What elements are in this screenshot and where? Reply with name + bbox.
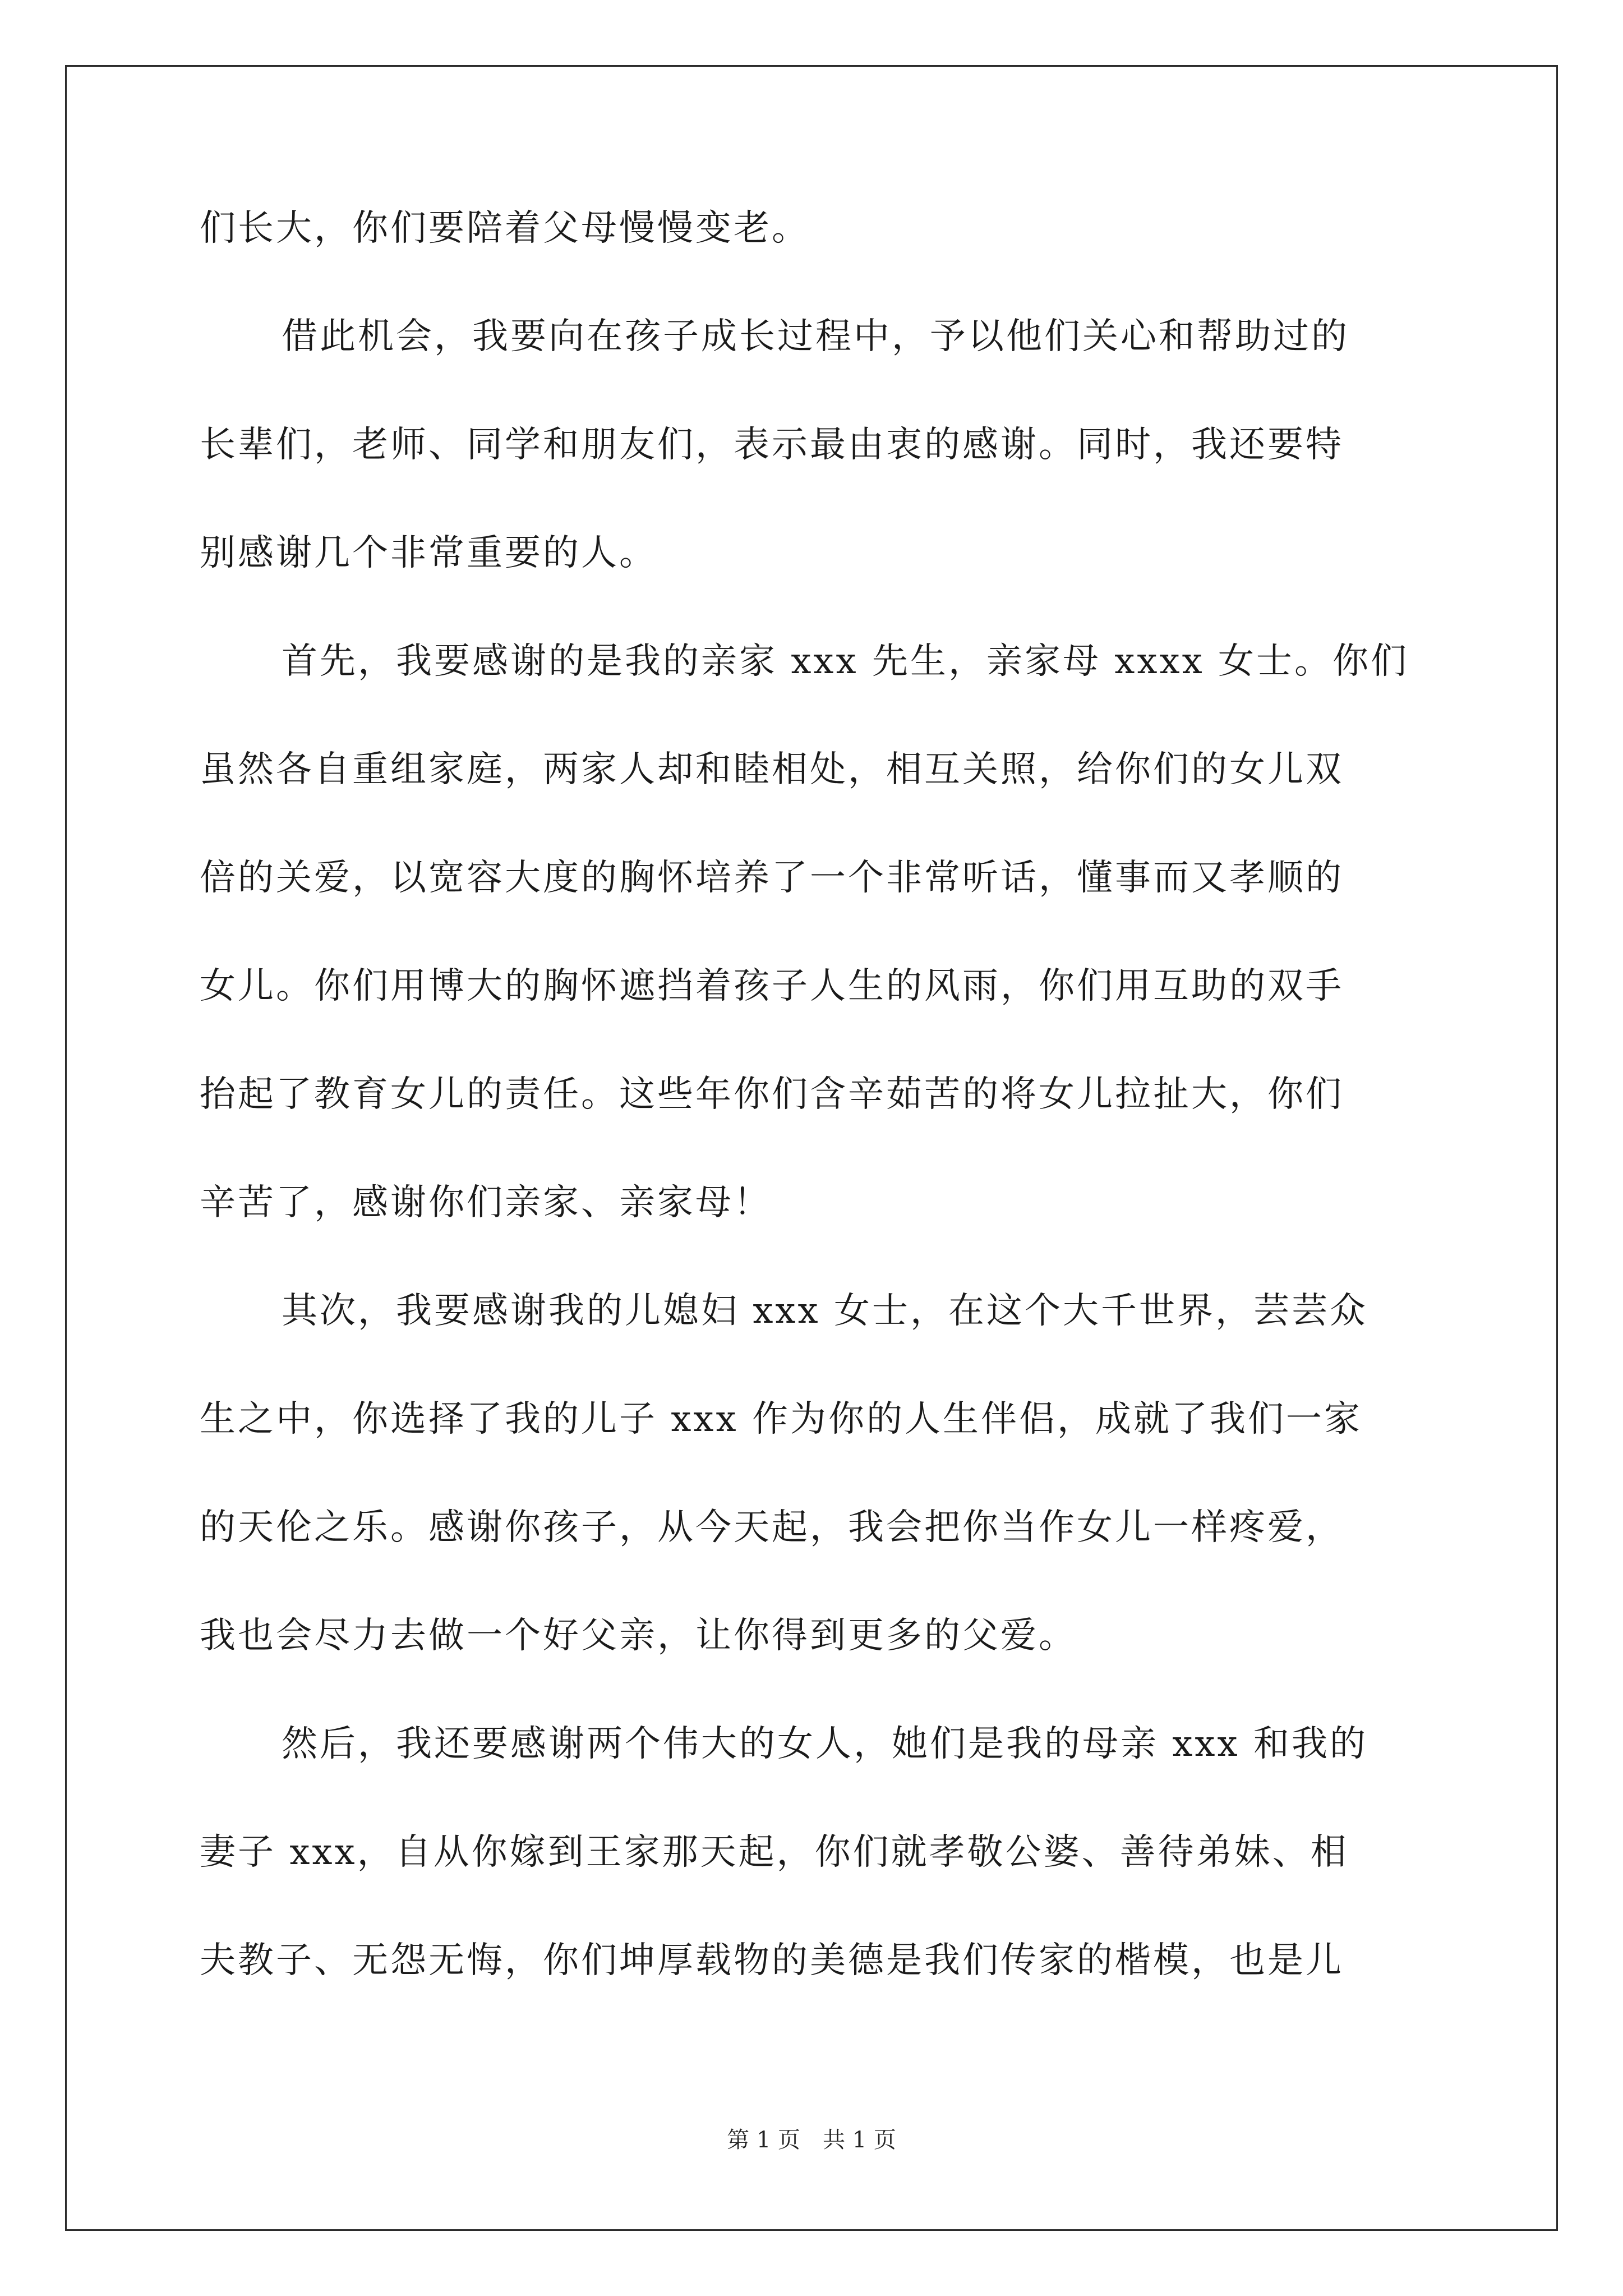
- text-line: 抬起了教育女儿的责任。这些年你们含辛茹苦的将女儿拉扯大，你们: [200, 1074, 1344, 1115]
- text-line: 长辈们，老师、同学和朋友们，表示最由衷的感谢。同时，我还要特: [200, 424, 1344, 466]
- text-line: 们长大，你们要陪着父母慢慢变老。: [200, 208, 810, 249]
- text-line: 辛苦了，感谢你们亲家、亲家母！: [200, 1182, 772, 1223]
- paragraph-start-line: 然后，我还要感谢两个伟大的女人，她们是我的母亲 xxx 和我的: [282, 1723, 1368, 1765]
- text-line: 女儿。你们用博大的胸怀遮挡着孩子人生的风雨，你们用互助的双手: [200, 965, 1344, 1007]
- text-line: 虽然各自重组家庭，两家人却和睦相处，相互关照，给你们的女儿双: [200, 749, 1344, 790]
- text-line: 夫教子、无怨无悔，你们坤厚载物的美德是我们传家的楷模，也是儿: [200, 1940, 1344, 1981]
- page-footer: [0, 2129, 1623, 2151]
- text-line: 生之中，你选择了我的儿子 xxx 作为你的人生伴侣，成就了我们一家: [200, 1398, 1362, 1440]
- text-line: 妻子 xxx，自从你嫁到王家那天起，你们就孝敬公婆、善待弟妹、相: [200, 1832, 1349, 1873]
- paragraph-start-line: 其次，我要感谢我的儿媳妇 xxx 女士，在这个大千世界，芸芸众: [282, 1290, 1368, 1332]
- text-line: 别感谢几个非常重要的人。: [200, 532, 657, 574]
- paragraph-start-line: 首先，我要感谢的是我的亲家 xxx 先生，亲家母 xxxx 女士。你们: [282, 641, 1409, 682]
- text-line: 倍的关爱，以宽容大度的胸怀培养了一个非常听话，懂事而又孝顺的: [200, 857, 1344, 899]
- page-number-label: 第 1 页 共 1 页: [727, 2127, 896, 2153]
- text-line: 我也会尽力去做一个好父亲，让你得到更多的父爱。: [200, 1615, 1077, 1657]
- document-body: [200, 208, 1433, 1981]
- paragraph-start-line: 借此机会，我要向在孩子成长过程中，予以他们关心和帮助过的: [282, 316, 1349, 357]
- text-line: 的天伦之乐。感谢你孩子，从今天起，我会把你当作女儿一样疼爱，: [200, 1507, 1344, 1548]
